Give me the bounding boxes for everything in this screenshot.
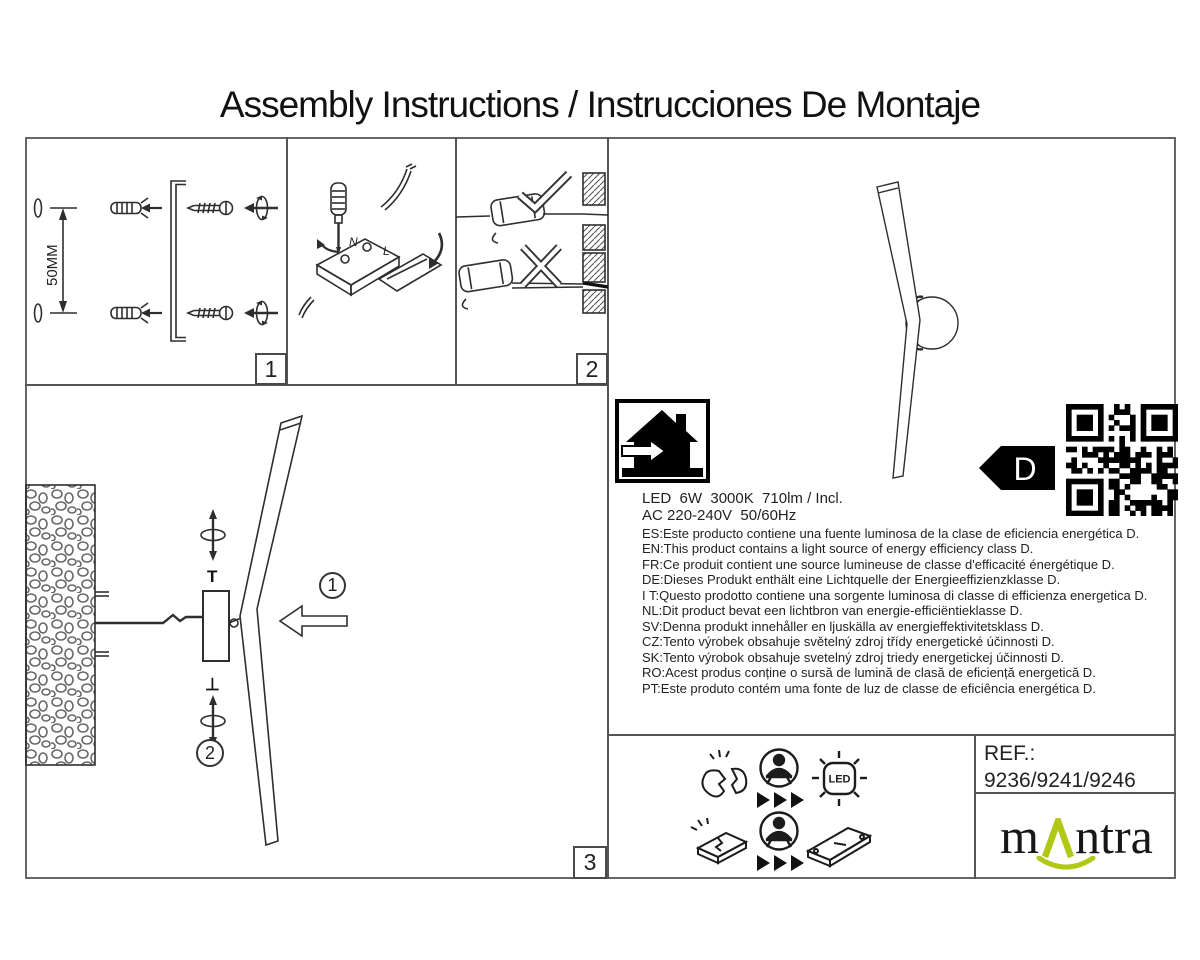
brand-lambda-icon <box>1042 818 1074 858</box>
wall-plug-icon <box>111 198 162 218</box>
divider-v4 <box>974 734 976 879</box>
led-driver-icon <box>800 815 876 871</box>
broken-lamp-icon <box>698 747 754 807</box>
screw-rotation-icon <box>244 196 278 221</box>
screw-icon <box>188 307 233 320</box>
panel2-number <box>576 353 608 385</box>
spec-line-led: LED 6W 3000K 710lm / Incl. <box>642 490 843 507</box>
page-title: Assembly Instructions / Instrucciones De Montaje <box>219 84 981 125</box>
energy-line-ro: RO:Acest produs conține o sursă de lumină de clasă de eficiență energetică D. <box>642 665 1096 681</box>
screw-bottom-symbol: ⊥ <box>205 675 220 694</box>
terminal-cover-icon <box>379 233 442 291</box>
dimension-50mm <box>44 208 77 313</box>
push-arrow-icon <box>280 606 347 636</box>
qualified-person-icon <box>758 747 800 789</box>
drill-holes-icon <box>35 199 42 322</box>
qr-code <box>1066 404 1178 516</box>
screw-icon <box>188 202 233 215</box>
then-arrows-icon <box>757 792 807 808</box>
callout-step2-number: 2 <box>204 742 215 763</box>
ref-label: REF.: <box>984 742 1036 765</box>
callout-step2 <box>196 739 224 767</box>
qualified-person-icon <box>758 810 800 852</box>
brand-text-m: m <box>1000 808 1040 864</box>
energy-line-cz: CZ:Tento výrobek obsahuje světelný zdroj třídy energetické účinnosti D. <box>642 634 1055 650</box>
panel2-cable-routing-diagram <box>456 137 608 385</box>
callout-step1-number: 1 <box>327 575 338 595</box>
energy-line-it: I T:Questo prodotto contiene una sorgente luminosa di classe di efficienza energetica D. <box>642 587 1148 603</box>
panel2-number-text: 2 <box>585 355 599 382</box>
live-label: L <box>383 244 390 258</box>
led-label: LED <box>828 773 851 786</box>
energy-statements <box>642 526 1187 696</box>
lamp-blade <box>877 182 920 478</box>
panel1-number-text: 1 <box>264 355 278 382</box>
panel3-mounting-diagram <box>25 385 608 879</box>
energy-line-sv: SV:Denna produkt innehåller en ljuskälla av energieffektivitetsklass D. <box>642 618 1044 634</box>
mains-wires-icon <box>381 164 416 210</box>
screw-rotation-icon <box>201 509 225 561</box>
wall-blocks-icon <box>583 173 605 313</box>
wall-plug-icon <box>111 303 162 323</box>
energy-class-arrow <box>979 444 1057 492</box>
panel1-number <box>255 353 287 385</box>
energy-line-de: DE:Dieses Produkt enthält eine Lichtquelle der Energieeffizienzklasse D. <box>642 572 1061 588</box>
energy-class-letter: D <box>1013 451 1037 487</box>
brand-smile-icon <box>1035 856 1097 873</box>
led-light-source-icon <box>810 748 868 808</box>
callout-step1 <box>319 572 346 599</box>
mounting-bracket-icon <box>171 181 186 341</box>
divider-h2 <box>607 734 1176 736</box>
screw-top-symbol: T <box>207 567 218 586</box>
broken-driver-icon <box>688 816 752 868</box>
neutral-label: N <box>349 235 358 249</box>
brand-wordmark <box>1000 808 1153 864</box>
energy-line-en: EN:This product contains a light source of energy efficiency class D. <box>642 541 1034 557</box>
ref-numbers: 9236/9241/9246 <box>984 769 1136 792</box>
panel3-number-text: 3 <box>583 849 597 875</box>
indoor-use-icon <box>615 399 710 487</box>
screw-rotation-icon <box>244 301 278 326</box>
panel1-drilling-diagram <box>25 137 287 385</box>
product-overview-drawing <box>855 160 975 490</box>
dimension-label: 50MM <box>44 244 61 286</box>
panel3-number <box>573 846 607 879</box>
energy-line-pt: PT:Este produto contém uma fonte de luz de classe de eficiência energética D. <box>642 680 1096 696</box>
spec-line-ac: AC 220-240V 50/60Hz <box>642 507 797 524</box>
energy-line-es: ES:Este producto contiene una fuente luminosa de la clase de eficiencia energética D. <box>642 526 1140 541</box>
screwdriver-icon <box>317 183 346 255</box>
mounting-box <box>203 591 229 661</box>
energy-line-sk: SK:Tento výrobok obsahuje svetelný zdroj triedy energetickej účinnosti D. <box>642 649 1064 665</box>
energy-line-fr: FR:Ce produit contient une source lumineuse de classe d'efficacité énergétique D. <box>642 556 1115 572</box>
brand-text-ntra: ntra <box>1075 808 1153 864</box>
brand-logo <box>977 796 1176 876</box>
energy-line-nl: NL:Dit product bevat een lichtbron van energie-efficiëntieklasse D. <box>642 603 1023 619</box>
lamp-blade <box>229 416 302 845</box>
wall-section <box>26 485 95 765</box>
panel-wiring-diagram <box>287 137 456 385</box>
supply-cable <box>95 615 203 623</box>
